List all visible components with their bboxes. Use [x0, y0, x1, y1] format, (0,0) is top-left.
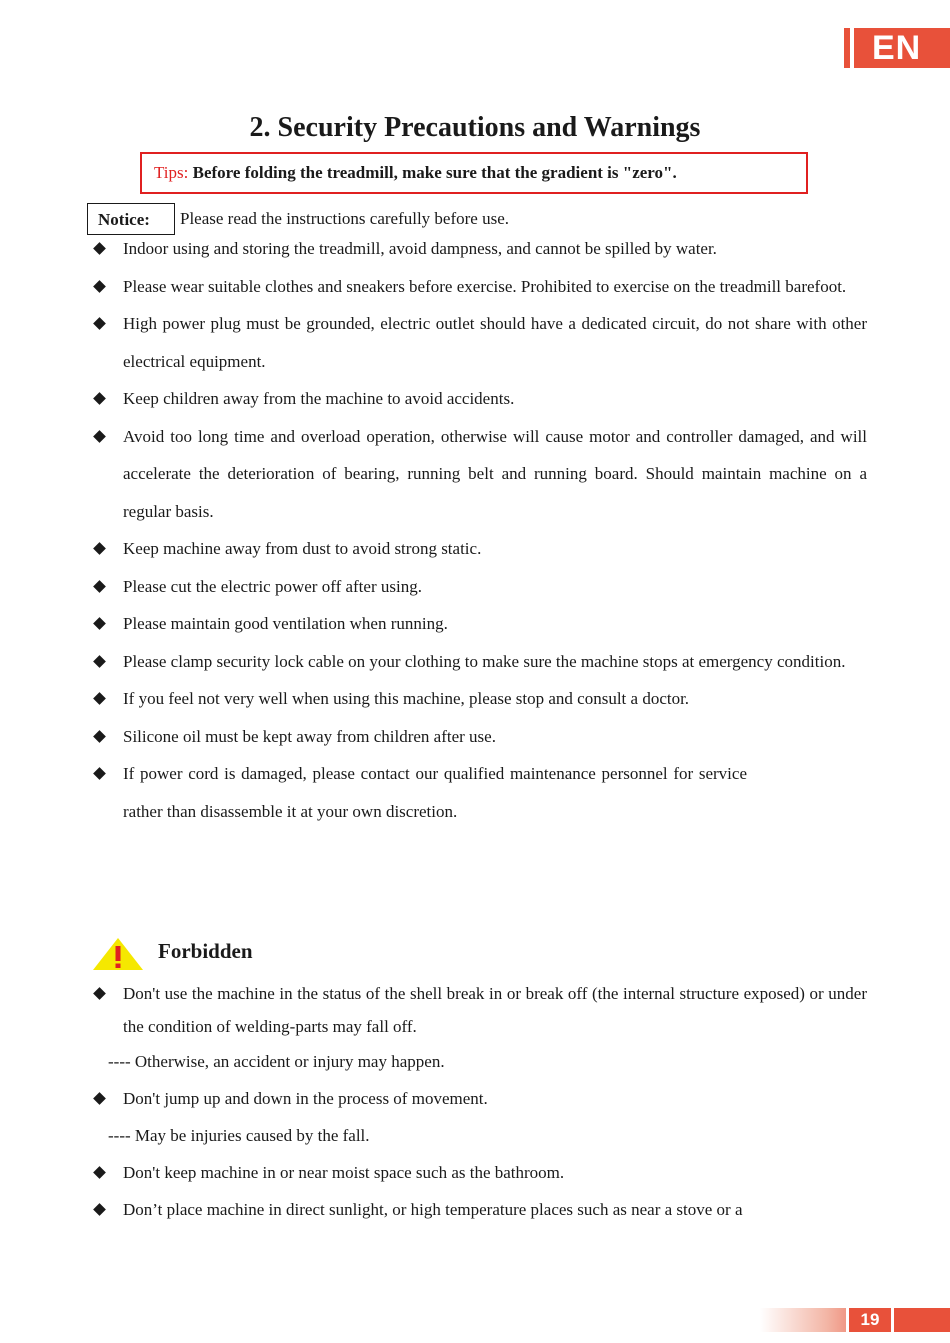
list-item: Silicone oil must be kept away from children after use.: [92, 718, 867, 756]
diamond-bullet-icon: [93, 987, 106, 1000]
page-number: 19: [846, 1308, 894, 1332]
list-item: Please clamp security lock cable on your clothing to make sure the machine stops at emergency condition.: [92, 643, 867, 681]
diamond-bullet-icon: [93, 392, 106, 405]
tips-box: [140, 152, 808, 194]
diamond-bullet-icon: [93, 617, 106, 630]
list-item: Don’t place machine in direct sunlight, or high temperature places such as near a stove or a: [92, 1191, 867, 1228]
page-title: 2. Security Precautions and Warnings: [249, 112, 701, 143]
diamond-bullet-icon: [93, 1203, 106, 1216]
diamond-bullet-icon: [93, 580, 106, 593]
diamond-bullet-icon: [93, 692, 106, 705]
diamond-bullet-icon: [93, 655, 106, 668]
notice-text: Please read the instructions carefully before use.: [180, 209, 510, 228]
warning-triangle-icon: [92, 937, 144, 971]
diamond-bullet-icon: [93, 542, 106, 555]
diamond-bullet-icon: [93, 1166, 106, 1179]
language-tab: EN: [850, 28, 950, 68]
diamond-bullet-icon: [93, 430, 106, 443]
list-item: If power cord is damaged, please contact our qualified maintenance personnel for service rather than disassemble it at your own discretion.: [92, 755, 867, 830]
diamond-bullet-icon: [93, 1092, 106, 1105]
diamond-bullet-icon: [93, 280, 106, 293]
list-item: Don't keep machine in or near moist space such as the bathroom.: [92, 1154, 867, 1191]
tips-label: Tips:: [154, 163, 189, 182]
list-item: Please cut the electric power off after using.: [92, 568, 867, 606]
forbidden-list: [92, 977, 867, 1228]
diamond-bullet-icon: [93, 767, 106, 780]
list-item: Keep machine away from dust to avoid strong static.: [92, 530, 867, 568]
list-note: ---- Otherwise, an accident or injury may happen.: [108, 1052, 445, 1071]
diamond-bullet-icon: [93, 317, 106, 330]
list-item: If you feel not very well when using this machine, please stop and consult a doctor.: [92, 680, 867, 718]
list-item: Keep children away from the machine to avoid accidents.: [92, 380, 867, 418]
list-item: Please maintain good ventilation when running.: [92, 605, 867, 643]
tips-text: Before folding the treadmill, make sure that the gradient is "zero".: [192, 163, 677, 182]
list-item: High power plug must be grounded, electric outlet should have a dedicated circuit, do not share with other electrical equipment.: [92, 305, 867, 380]
list-item: Avoid too long time and overload operation, otherwise will cause motor and controller damaged, and will accelerate the deterioration of bearing, running belt and running board. Should maintain machine on a regular basis.: [92, 418, 867, 531]
list-note: ---- May be injuries caused by the fall.: [108, 1126, 370, 1145]
list-item: Please wear suitable clothes and sneakers before exercise. Prohibited to exercise on the treadmill barefoot.: [92, 268, 867, 306]
notice-label: Notice:: [87, 203, 175, 235]
list-item: Don't use the machine in the status of the shell break in or break off (the internal structure exposed) or under the condition of welding-parts may fall off.: [92, 977, 867, 1043]
precautions-list: [92, 230, 867, 830]
list-item: Indoor using and storing the treadmill, avoid dampness, and cannot be spilled by water.: [92, 230, 867, 268]
diamond-bullet-icon: [93, 730, 106, 743]
diamond-bullet-icon: [93, 242, 106, 255]
forbidden-label: Forbidden: [158, 939, 253, 963]
list-item: Don't jump up and down in the process of movement.: [92, 1080, 867, 1117]
